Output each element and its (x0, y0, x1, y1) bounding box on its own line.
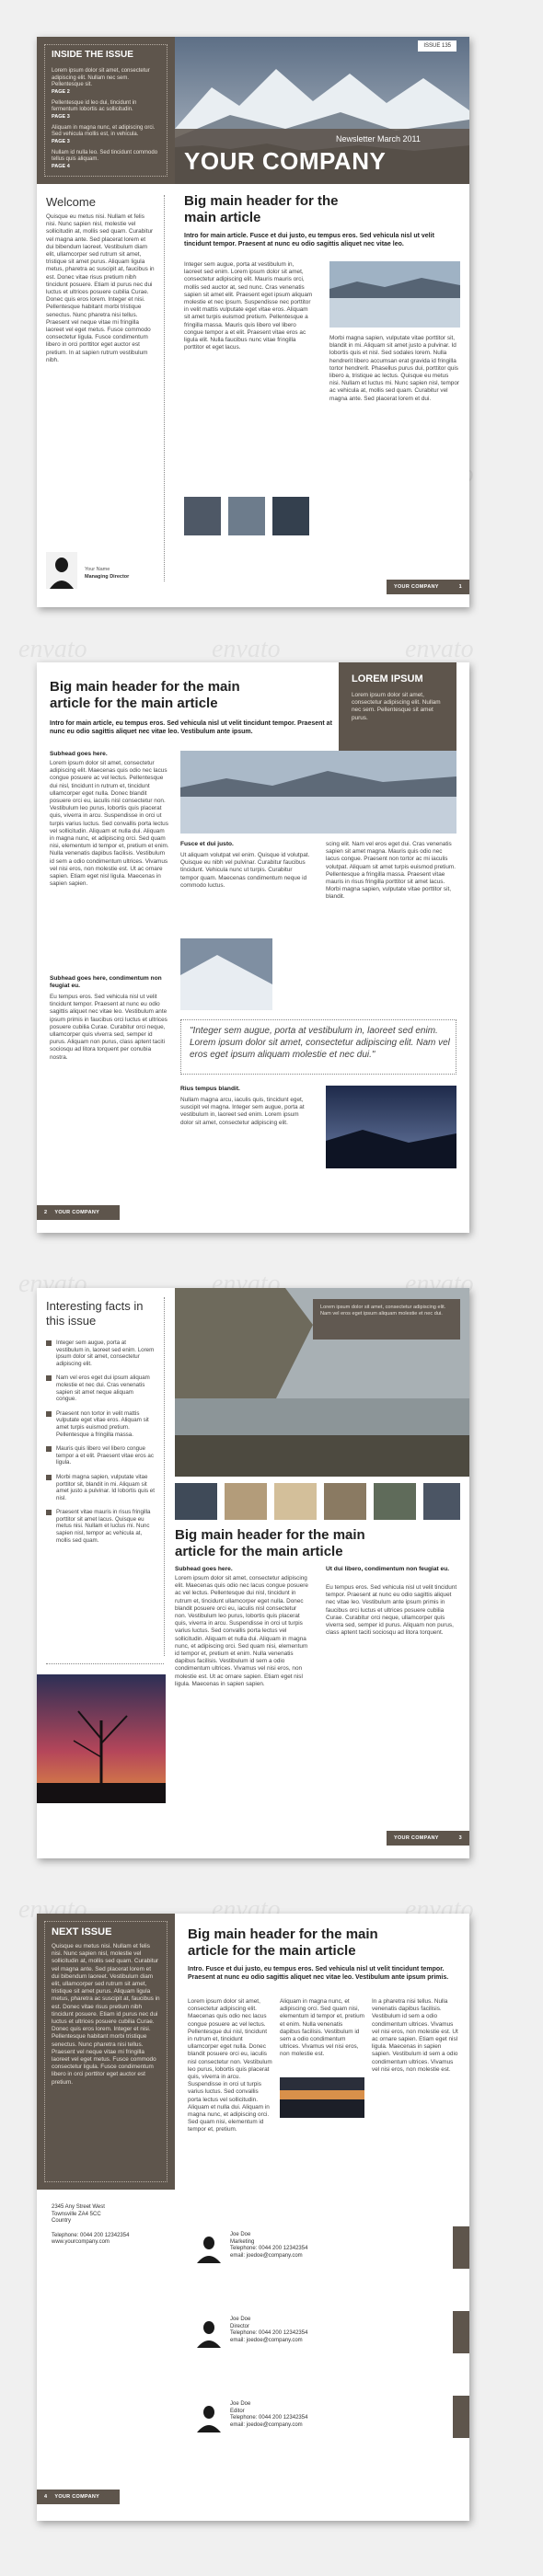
column-2-continued: Nullam magna arcu, iaculis quis, tincidunt eget, suscipit vel magna. Integer sem augue, porta at vestibulum in, laoreet sed enim. Lorem ipsum dolor sit amet, consectetur adipiscing elit. (180, 1097, 305, 1126)
contact-photo (193, 2232, 225, 2263)
thumbnail-photo (324, 1483, 366, 1520)
contact-card (230, 2232, 307, 2260)
welcome-body: Quisque eu metus nisi. Nullam et felis nisi. Nunc sapien nisl, molestie vel sollicitudin at, mollis sed quam. Curabitur vel magna ante. Sed placerat lorem et dui bibendum laoreet. Vestibulum diam elit, ullamcorper sed rutrum sit amet, tristique sit amet purus. Aliquam ligula metus, pharetra ac suscipit at, faucibus in est. Donec vitae risus pretium nibh tincidunt posuere. Etiam id purus nec dui luctus et ultrices posuere cubilia Curae. Donec quis eros lorem. Integer et nisi. Pellentesque habitant morbi tristique senectus. Nunc pharetra nisi tellus. Praesent vel neque vitae mi fringilla laoreet vel eget metus. Fusce commodo consectetur ligula. Fusce condimentum libero in orci porttitor eget auctor est pretium. In at sapien rutrum vestibulum nibh. (46, 213, 155, 363)
watermark: envato (18, 1895, 87, 1924)
accent-bar (453, 2311, 469, 2353)
contact-phone: Telephone: 0044 200 12342354 (230, 2330, 308, 2337)
toc-item[interactable] (52, 68, 162, 95)
toc-page: PAGE 3 (52, 138, 70, 144)
contact-card (230, 2317, 307, 2344)
contact-photo (193, 2401, 225, 2432)
toc-page: PAGE 2 (52, 88, 70, 95)
bullet-square-icon (46, 1446, 52, 1452)
article-intro: Intro. Fusce et dui justo, eu tempus eros. Sed vehicula nisl ut velit tincidunt tempor. Praesent at nunc eu odio sagittis aliquet nec vitae leo. Vestibulum ante ipsum primis. (188, 1966, 449, 1981)
contact-role: Editor (230, 2408, 245, 2414)
column-1-continued: Eu tempus eros. Sed vehicula nisl ut velit tincidunt tempor. Praesent at nunc eu odio sagittis aliquet nec vitae leo. Vestibulum ante ipsum primis in faucibus orci luctus et ultrices posuere cubilia Curae. Curabitur orci neque, ullamcorper quis viverra sed, semper id purus. Aliquam non purus, class aptent taciti sociosqu ad litora torquent per conubia nostra. (50, 994, 168, 1061)
panel-body: Lorem ipsum dolor sit amet, consectetur adipiscing elit. Nullam nec sem. Pellentesque sit amet purus. (352, 692, 441, 721)
article-intro: Intro for main article. Fusce et dui justo, eu tempus eros. Sed vehicula nisl ut velit tincidunt tempor. Praesent at nunc eu odio sagittis aliquet nec vitae leo. (184, 233, 434, 247)
newsletter-page-1 (37, 37, 469, 607)
fact-text: Integer sem augue, porta at vestibulum in, laoreet sed enim. Lorem ipsum dolor sit amet, consectetur adipiscing elit. (56, 1340, 155, 1367)
column-1: Lorem ipsum dolor sit amet, consectetur adipiscing elit. Maecenas quis odio nec lacus congue posuere ac vel lectus. Pellentesque dui nisl, tincidunt in rutrum et, tincidunt ullamcorper eget nulla. Donec blandit posuere orci eu, iaculis nisl consectetur non. Vestibulum leo purus, lobortis quis placerat quis, viverra in arcu. Suspendisse in orci ut turpis varius luctus. Sed convallis porta lectus vel sollicitudin. Aliquam et nulla dui. Aliquam in magna nunc, et adipiscing orci. Sed quam nisi, elementum id tempor et, pretium et enim. Nulla venenatis dapibus facilisis. Vestibulum id sem a odio condimentum ultrices. Vivamus vel nisi eros, non molestie est. Ut ac ornare sapien. Etiam eget nisl ligula. Maecenas in sapien sapien. (50, 760, 169, 888)
contact-phone: Telephone: 0044 200 12342354 (230, 2415, 308, 2421)
next-issue-panel (37, 1914, 175, 2190)
welcome-title: Welcome (46, 195, 96, 209)
contact-role: Marketing (230, 2238, 255, 2245)
watermark: envato (405, 1895, 474, 1924)
company-phone: Telephone: 0044 200 12342354 (52, 2232, 130, 2238)
page-number: 1 (458, 584, 462, 590)
subhead: Subhead goes here, condimentum non feugiat eu. (50, 975, 162, 989)
footer-company: YOUR COMPANY (394, 1835, 439, 1841)
column-1: Lorem ipsum dolor sit amet, consectetur adipiscing elit. Maecenas quis odio nec lacus congue posuere ac vel lectus. Pellentesque dui nisl, tincidunt in rutrum et, tincidunt ullamcorper eget nulla. Donec blandit posuere orci eu, iaculis nisl consectetur non. Vestibulum leo purus, lobortis quis placerat quis, viverra in arcu. Suspendisse in orci ut turpis varius luctus. Sed convallis porta lectus vel sollicitudin. Aliquam et nulla dui. Aliquam in magna nunc, et adipiscing orci. Sed quam nisi, elementum id tempor et, pretium et enim. Nulla venenatis dapibus facilisis. Vestibulum id sem a odio condimentum ultrices. Vivamus vel nisi eros, non molestie est. Ut ac ornare sapien. Etiam eget nisl ligula. Maecenas in sapien sapien. (175, 1575, 308, 1687)
contact-card (230, 2401, 307, 2429)
bullet-square-icon (46, 1340, 52, 1346)
facts-list (46, 1340, 155, 1551)
column-divider (164, 1297, 165, 1656)
toc-page: PAGE 3 (52, 113, 70, 120)
page-number: 2 (44, 1210, 48, 1215)
fact-item (46, 1374, 155, 1402)
page-footer (387, 1831, 469, 1846)
subhead: Ut dui libero, condimentum non feugiat eu. (326, 1566, 450, 1572)
contact-photo (193, 2317, 225, 2348)
column-3: scing elit. Nam vel eros eget dui. Cras venenatis sapien sit amet magna. Mauris quis odio nec lacus congue. Praesent non tortor ac mi iaculis volutpat. Aliquam sit amet turpis euismod pretium. Pellentesque a fringilla massa. Praesent vitae mauris in risus fringilla porttitor sit amet lacus. Morbi magna sapien, vulputate vitae porttitor sit, blandit. (326, 841, 456, 901)
thumbnail-photo (225, 1483, 267, 1520)
thumbnail-photo (228, 497, 265, 535)
column-3: In a pharetra nisi tellus. Nulla venenatis dapibus facilisis. Vestibulum id sem a odio condimentum ultrices. Vivamus vel nisi eros, non molestie est. Ut ac ornare sapien. Etiam eget nisl ligula. Maecenas in sapien sapien. Vestibulum id sem a odio condimentum ultrices. Vivamus vel nisi eros, non molestie est. (372, 1998, 458, 2073)
pull-quote: "Integer sem augue, porta at vestibulum in, laoreet sed enim. Lorem ipsum dolor sit amet, consectetur adipiscing elit. Nam vel eros eget ipsum aliquam molestie et nec dui." (190, 1026, 450, 1060)
address-line: Townsville ZA4 5CC (52, 2211, 101, 2217)
contact-name: Joe Doe (230, 2232, 251, 2237)
panorama-photo (180, 751, 456, 834)
watermark: envato (18, 1270, 87, 1298)
fact-item (46, 1474, 155, 1501)
newsletter-page-4 (37, 1914, 469, 2521)
watermark: envato (18, 635, 87, 663)
main-header: Big main header for the main article (184, 193, 339, 225)
sunset-tree-photo (37, 1674, 166, 1803)
toc-text: Nullam id nulla leo. Sed tincidunt commodo tellus quis aliquam. (52, 149, 158, 162)
thumbnail-photo (423, 1483, 460, 1520)
bullet-square-icon (46, 1375, 52, 1381)
contact-role: Director (230, 2323, 250, 2329)
signature-role: Managing Director (85, 574, 130, 580)
main-header: Big main header for the main article for the main article (50, 679, 240, 711)
dusk-photo (326, 1086, 456, 1168)
newsletter-page-2 (37, 662, 469, 1233)
thumbnail-photo (184, 497, 221, 535)
accent-bar (453, 2396, 469, 2438)
page-number: 3 (458, 1835, 462, 1841)
contact-phone: Telephone: 0044 200 12342354 (230, 2246, 308, 2252)
next-issue-body: Quisque eu metus nisi. Nullam et felis nisi. Nunc sapien nisl, molestie vel sollicitudin at, mollis sed quam. Curabitur vel magna ante. Sed placerat lorem et dui bibendum laoreet. Vestibulum diam elit, ullamcorper sed rutrum sit amet, tristique sit amet purus. Aliquam ligula metus, pharetra ac suscipit at, faucibus in est. Donec vitae risus pretium nibh tincidunt posuere. Etiam id purus nec dui luctus et ultrices posuere cubilia Curae. Donec quis eros lorem. Integer et nisi. Pellentesque habitant morbi tristique senectus. Nunc pharetra nisi tellus. Praesent vel neque vitae mi fringilla laoreet vel eget metus. Fusce commodo consectetur ligula. Fusce condimentum libero in orci porttitor eget auctor est pretium. (52, 1943, 160, 2086)
bullet-square-icon (46, 1475, 52, 1480)
contact-email: email: joedoe@company.com (230, 2421, 303, 2428)
issue-badge: ISSUE 135 (418, 40, 456, 52)
fact-text: Praesent vitae mauris in risus fringilla porttitor sit amet lacus. Quisque eu metus nisi. Nullam et luctus mi. Nunc sapien nisl, tempor ac vehicula at, mollis sed quam. (56, 1509, 151, 1544)
sidebar-divider (46, 1663, 164, 1664)
column-2: Aliquam in magna nunc, et adipiscing orci. Sed quam nisi, elementum id tempor et, pretium et enim. Nulla venenatis dapibus facilisis. Vestibulum id sem a odio condimentum ultrices. Vivamus vel nisi eros, non molestie est. (280, 1998, 364, 2058)
fact-item (46, 1509, 155, 1544)
contact-email: email: joedoe@company.com (230, 2252, 303, 2259)
subhead: Subhead goes here. (50, 751, 108, 757)
subhead: Rius tempus blandit. (180, 1086, 240, 1092)
column-2: Eu tempus eros. Sed vehicula nisl ut velit tincidunt tempor. Praesent at nunc eu odio sagittis aliquet nec vitae leo. Vestibulum ante ipsum primis in faucibus orci luctus et ultrices posuere cubilia Curae. Curabitur orci neque, ullamcorper quis viverra sed, semper id purus. Aliquam non purus, class aptent taciti sociosqu ad litora torquent. (326, 1584, 457, 1637)
toc-item[interactable] (52, 150, 162, 169)
fact-text: Nam vel eros eget dui ipsum aliquam molestie et nec dui. Cras venenatis sapien sit amet neque aliquam congue. (56, 1374, 150, 1403)
contact-email: email: joedoe@company.com (230, 2337, 303, 2343)
footer-company: YOUR COMPANY (394, 584, 439, 590)
next-issue-title: NEXT ISSUE (52, 1926, 112, 1938)
subhead: Fusce et dui justo. (180, 841, 234, 847)
accent-bar (453, 2226, 469, 2269)
main-header: Big main header for the main article for the main article (188, 1926, 378, 1959)
watermark: envato (405, 1270, 474, 1298)
toc-text: Pellentesque id leo dui, tincidunt in fermentum lobortis ac sollicitudin. (52, 99, 137, 112)
toc-item[interactable] (52, 125, 162, 144)
subhead: Subhead goes here. (175, 1566, 233, 1572)
newsletter-page-3 (37, 1288, 469, 1858)
page-footer (37, 1205, 120, 1220)
panel-title: LOREM IPSUM (352, 673, 423, 684)
article-column-right: Morbi magna sapien, vulputate vitae porttitor sit, blandit in mi. Aliquam sit amet justo a pulvinar. Id lobortis quis et nisl. Sed sodales lorem. Nulla hendrerit libero accumsan erat gravida id fringilla tortor hendrerit. Phasellus purus dui, porttitor quis libero a, tristique ac lectus. Quisque eu metus nisi. Nullam et luctus mi. Nunc sapien nisl, tempor ac vehicula at, mollis sed quam. Curabitur vel magna ante. Sed placerat lorem et dui. (329, 335, 460, 402)
footer-company: YOUR COMPANY (54, 2494, 100, 2500)
thumbnail-photo (272, 497, 309, 535)
article-column-left: Integer sem augue, porta at vestibulum in, laoreet sed enim. Lorem ipsum dolor sit amet, consectetur adipiscing elit. Mauris mauris orci, mollis sed auctor at, sed nunc. Cras venenatis sapien sit amet elit. Praesent eget ipsum aliquam molestie et nec ipsum. Suspendisse nec porttitor in velit mattis vulputate eget vitae eros. Aliquam sit amet turpis euismod pretium. Pellentesque a fringilla massa. Mauris quis libero vel libero congue tempor a et elit. Praesent vitae eros ac ligula elit. Nulla faucibus nunc vitae fringilla porttitor et eget lacus. (184, 261, 313, 351)
bullet-square-icon (46, 1411, 52, 1417)
page-footer (37, 2490, 120, 2504)
fact-item (46, 1410, 155, 1438)
sunset-lake-photo (280, 2077, 364, 2118)
fact-text: Mauris quis libero vel libero congue tempor a et elit. Praesent vitae eros ac ligula. (56, 1445, 154, 1466)
column-2: Ut aliquam volutpat vel enim. Quisque id volutpat. Quisque eu nibh vel pulvinar. Curabitur faucibus tincidunt. Vehicula nunc ut turpis. Curabitur tempor quam. Maecenas condimentum neque id commodo luctus. (180, 852, 310, 889)
director-portrait (46, 552, 77, 589)
fact-text: Praesent non tortor in velit mattis vulputate eget vitae eros. Aliquam sit amet turpis euismod pretium. Pellentesque a fringilla massa. (56, 1409, 149, 1438)
newsletter-date: Newsletter March 2011 (336, 134, 421, 144)
bullet-square-icon (46, 1510, 52, 1515)
signature-name: Your Name (85, 567, 110, 572)
column-divider (164, 195, 165, 581)
company-masthead: YOUR COMPANY (184, 147, 387, 175)
watermark: envato (212, 635, 281, 663)
main-header: Big main header for the main article for the main article (175, 1527, 365, 1559)
page-number: 4 (44, 2494, 48, 2500)
fact-text: Morbi magna sapien, vulputate vitae porttitor sit, blandit in mi. Aliquam sit amet justo a pulvinar. Id lobortis quis et nisl. (56, 1473, 155, 1501)
address-line: 2345 Any Street West (52, 2204, 105, 2210)
company-website: www.yourcompany.com (52, 2239, 110, 2246)
thumbnail-photo (374, 1483, 416, 1520)
contact-name: Joe Doe (230, 2317, 251, 2322)
address-line: Country (52, 2218, 72, 2225)
toc-list (52, 68, 162, 175)
watermark: envato (212, 1270, 281, 1298)
inside-issue-panel (37, 37, 175, 184)
article-intro: Intro for main article, eu tempus eros. Sed vehicula nisl ut velit tincidunt tempor. Praesent at nunc eu odio sagittis aliquet nec vitae leo. Vestibulum ante ipsum. (50, 720, 332, 735)
fact-item (46, 1445, 155, 1466)
toc-text: Aliquam in magna nunc, et adipiscing orci. Sed vehicula mollis est, in vehicula. (52, 124, 156, 137)
page-footer (387, 580, 469, 594)
thumbnail-photo (175, 1483, 217, 1520)
company-address (52, 2204, 129, 2247)
contact-name: Joe Doe (230, 2401, 251, 2407)
inside-issue-title: INSIDE THE ISSUE (52, 50, 133, 60)
facts-title: Interesting facts in this issue (46, 1299, 144, 1328)
column-1: Lorem ipsum dolor sit amet, consectetur adipiscing elit. Maecenas quis odio nec lacus congue posuere ac vel lectus. Pellentesque dui nisl, tincidunt in rutrum et, tincidunt ullamcorper eget nulla. Donec blandit posuere orci eu, iaculis nisl consectetur non. Vestibulum leo purus, lobortis quis placerat quis, viverra in arcu. Suspendisse in orci ut turpis varius luctus. Sed convallis porta lectus vel sollicitudin. Aliquam et nulla dui. Aliquam in magna nunc, et adipiscing orci. Sed quam nisi, elementum id tempor et, pretium. (188, 1998, 272, 2133)
watermark: envato (212, 1895, 281, 1924)
snow-slope-photo (180, 938, 272, 1010)
toc-item[interactable] (52, 100, 162, 120)
photo-caption-box (313, 1299, 460, 1340)
footer-company: YOUR COMPANY (54, 1210, 100, 1215)
toc-page: PAGE 4 (52, 163, 70, 169)
watermark: envato (405, 635, 474, 663)
fact-item (46, 1340, 155, 1367)
toc-text: Lorem ipsum dolor sit amet, consectetur adipiscing elit. Nullam nec sem. Pellentesque sit. (52, 68, 150, 87)
photo-caption: Lorem ipsum dolor sit amet, consectetur adipiscing elit. Nam vel eros eget ipsum aliquam molestie et nec dui. (320, 1305, 446, 1317)
thumbnail-photo (274, 1483, 317, 1520)
lake-photo (329, 261, 460, 328)
